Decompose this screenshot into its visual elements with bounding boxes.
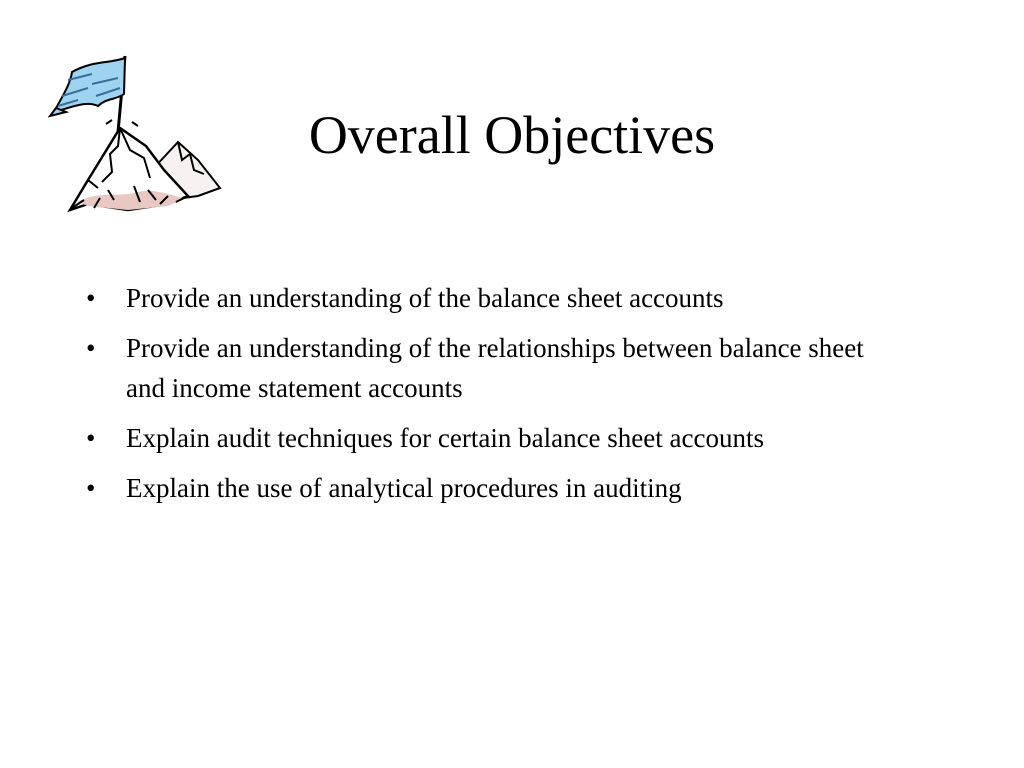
list-item	[82, 278, 902, 318]
bullet-icon: •	[86, 423, 96, 453]
list-item	[82, 328, 902, 408]
list-item	[82, 418, 902, 458]
objectives-list	[82, 278, 902, 518]
bullet-icon: •	[86, 333, 96, 363]
slide-title: Overall Objectives	[308, 105, 716, 165]
list-item	[82, 468, 902, 508]
bullet-icon: •	[86, 473, 96, 503]
bullet-icon: •	[86, 283, 96, 313]
list-item-text: Provide an understanding of the relationships between balance sheet and income statement accounts	[126, 333, 864, 403]
list-item-text: Explain the use of analytical procedures in auditing	[126, 473, 682, 503]
list-item-text: Provide an understanding of the balance sheet accounts	[126, 283, 724, 313]
list-item-text: Explain audit techniques for certain balance sheet accounts	[126, 423, 764, 453]
